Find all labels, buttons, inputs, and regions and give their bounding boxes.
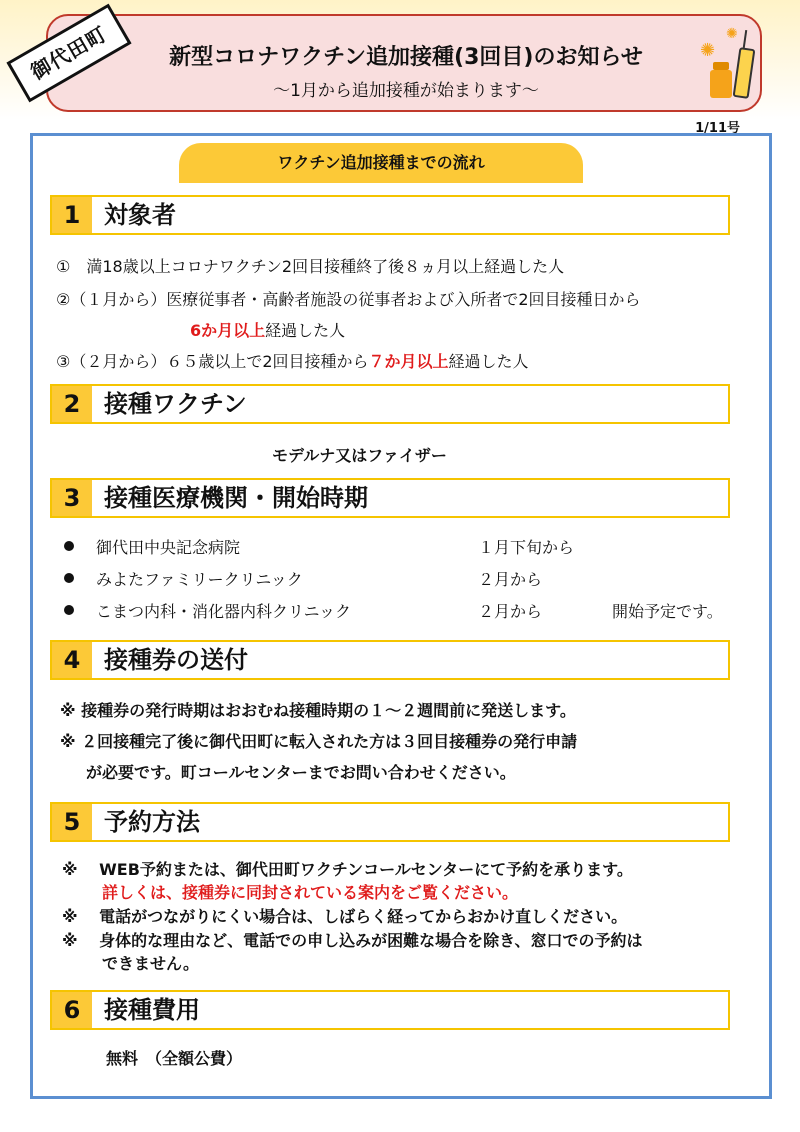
text: 経過した人 — [448, 352, 529, 371]
ticket-note-3: が必要です。町コールセンターまでお問い合わせください。 — [86, 763, 516, 782]
eligibility-line-3 — [56, 349, 529, 372]
section-header-4 — [50, 640, 730, 680]
section-header-1 — [50, 195, 730, 235]
section-number: 5 — [52, 804, 92, 840]
flow-title: ワクチン追加接種までの流れ — [179, 143, 583, 183]
section-number: 3 — [52, 480, 92, 516]
vial-cap-icon — [713, 62, 729, 70]
header-banner — [46, 14, 762, 112]
section-header-5 — [50, 802, 730, 842]
section-number: 4 — [52, 642, 92, 678]
vaccination-fee: 無料 （全額公費） — [106, 1049, 243, 1068]
clinic-start: ２月から — [478, 602, 543, 621]
eligibility-line-2: ②（１月から）医療従事者・高齢者施設の従事者および入所者で2回目接種日から — [56, 290, 641, 309]
section-header-6 — [50, 990, 730, 1030]
section-title: 接種医療機関・開始時期 — [104, 484, 368, 512]
virus-icon: ✺ — [726, 26, 738, 42]
section-number: 6 — [52, 992, 92, 1028]
clinic-start: １月下旬から — [478, 538, 575, 557]
text: 経過した人 — [265, 321, 346, 340]
section-header-2 — [50, 384, 730, 424]
virus-icon: ✺ — [700, 40, 716, 61]
vaccine-vial-icon — [710, 70, 732, 98]
section-title: 対象者 — [104, 201, 176, 229]
start-note: 開始予定です。 — [612, 602, 723, 621]
section-header-3 — [50, 478, 730, 518]
ticket-note-2: ※ ２回接種完了後に御代田町に転入された方は３回目接種券の発行申請 — [60, 732, 578, 751]
clinic-name: みよたファミリークリニック — [96, 570, 303, 589]
vaccine-type: モデルナ又はファイザー — [272, 446, 447, 465]
reservation-note-red: 詳しくは、接種券に同封されている案内をご覧ください。 — [102, 883, 519, 902]
page-subtitle: ～1月から追加接種が始まります～ — [273, 81, 539, 101]
reservation-note-2: ※ 電話がつながりにくい場合は、しばらく経ってからおかけ直しください。 — [62, 907, 628, 926]
bullet-icon — [64, 541, 74, 551]
bullet-icon — [64, 573, 74, 583]
reservation-note-1: ※ WEB予約または、御代田町ワクチンコールセンターにて予約を承ります。 — [62, 860, 633, 879]
bullet-icon — [64, 605, 74, 615]
highlight-text: ７か月以上 — [368, 352, 449, 371]
text: ③（２月から）６５歳以上で2回目接種から — [56, 352, 369, 371]
section-number: 2 — [52, 386, 92, 422]
ticket-note-1: ※ 接種券の発行時期はおおむね接種時期の１～２週間前に発送します。 — [60, 701, 576, 720]
reservation-note-3b: できません。 — [102, 954, 199, 973]
page-title: 新型コロナワクチン追加接種(3回目)のお知らせ — [169, 45, 643, 70]
issue-number: 1/11号 — [695, 121, 740, 136]
clinic-name: こまつ内科・消化器内科クリニック — [96, 602, 352, 621]
eligibility-line-1: ① 満18歳以上コロナワクチン2回目接種終了後８ヵ月以上経過した人 — [56, 257, 565, 276]
town-badge: 御代田町 — [6, 4, 131, 103]
clinic-name: 御代田中央記念病院 — [96, 538, 241, 557]
section-title: 予約方法 — [104, 808, 200, 836]
eligibility-line-2b — [190, 318, 345, 341]
reservation-note-3: ※ 身体的な理由など、電話での申し込みが困難な場合を除き、窓口での予約は — [62, 931, 643, 950]
section-number: 1 — [52, 197, 92, 233]
highlight-text: 6か月以上 — [190, 321, 266, 340]
clinic-start: ２月から — [478, 570, 543, 589]
section-title: 接種券の送付 — [104, 646, 248, 674]
section-title: 接種費用 — [104, 996, 200, 1024]
section-title: 接種ワクチン — [104, 390, 247, 418]
